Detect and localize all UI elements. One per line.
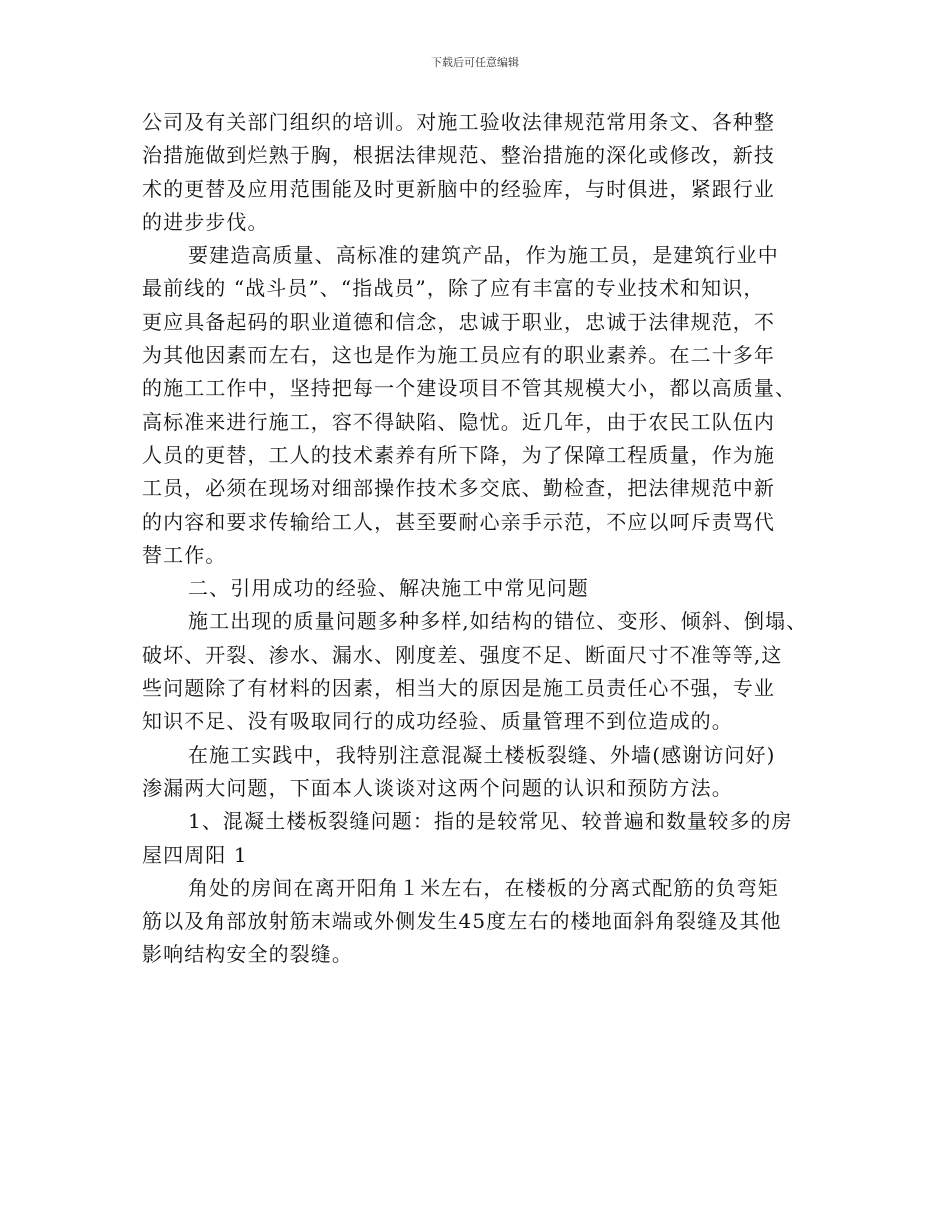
text-line: 些问题除了有材料的因素，相当大的原因是施工员责任心不强，专业: [142, 676, 775, 701]
text-line: 屋四周阳 1: [142, 842, 248, 867]
text-line: 筋以及角部放射筋末端或外侧发生45度左右的楼地面斜角裂缝及其他: [142, 909, 782, 934]
paragraph-start: 角处的房间在离开阳角１米左右，在楼板的分离式配筋的负弯矩: [188, 875, 779, 900]
text-line: 的内容和要求传输给工人，甚至要耐心亲手示范，不应以呵斥责骂代: [142, 509, 775, 534]
text-line: 为其他因素而左右，这也是作为施工员应有的职业素养。在二十多年: [142, 343, 775, 368]
section-heading: 二、引用成功的经验、解决施工中常见问题: [188, 576, 589, 601]
text-line: 人员的更替，工人的技术素养有所下降，为了保障工程质量，作为施: [142, 442, 775, 467]
text-line: 破坏、开裂、渗水、漏水、刚度差、强度不足、断面尺寸不准等等,这: [142, 642, 783, 667]
text-line: 术的更替及应用范围能及时更新脑中的经验库，与时俱进，紧跟行业: [142, 176, 775, 201]
paragraph-start: 1、混凝土楼板裂缝问题：指的是较常见、较普遍和数量较多的房: [188, 809, 793, 834]
page-header: 下载后可任意编辑: [431, 56, 519, 69]
text-line: 替工作。: [142, 542, 227, 567]
text-line: 高标准来进行施工，容不得缺陷、隐忧。近几年，由于农民工队伍内: [142, 409, 775, 434]
text-line: 公司及有关部门组织的培训。对施工验收法律规范常用条文、各种整: [142, 110, 775, 134]
text-line: 渗漏两大问题，下面本人谈谈对这两个问题的认识和预防方法。: [142, 775, 733, 800]
text-line: 的施工工作中，坚持把每一个建设项目不管其规模大小，都以高质量、: [142, 376, 797, 401]
paragraph-start: 要建造高质量、高标准的建筑产品，作为施工员，是建筑行业中: [188, 243, 779, 268]
paragraph-start: 在施工实践中，我特别注意混凝土楼板裂缝、外墙(感谢访问好): [188, 742, 776, 767]
paragraph-start: 施工出现的质量问题多种多样,如结构的错位、变形、倾斜、倒塌、: [188, 609, 808, 634]
text-line: 知识不足、没有吸取同行的成功经验、质量管理不到位造成的。: [142, 709, 733, 734]
text-line: 影响结构安全的裂缝。: [142, 942, 353, 967]
text-line: 治措施做到烂熟于胸，根据法律规范、整治措施的深化或修改，新技: [142, 143, 775, 168]
text-line: 工员，必须在现场对细部操作技术多交底、勤检查，把法律规范中新: [142, 476, 775, 501]
document-body: [142, 106, 842, 972]
text-line: 的进步步伐。: [142, 209, 269, 234]
text-line: 最前线的 “战斗员”、“指战员”，除了应有丰富的专业技术和知识，: [142, 276, 765, 301]
text-line: 更应具备起码的职业道德和信念，忠诚于职业，忠诚于法律规范，不: [142, 309, 775, 334]
